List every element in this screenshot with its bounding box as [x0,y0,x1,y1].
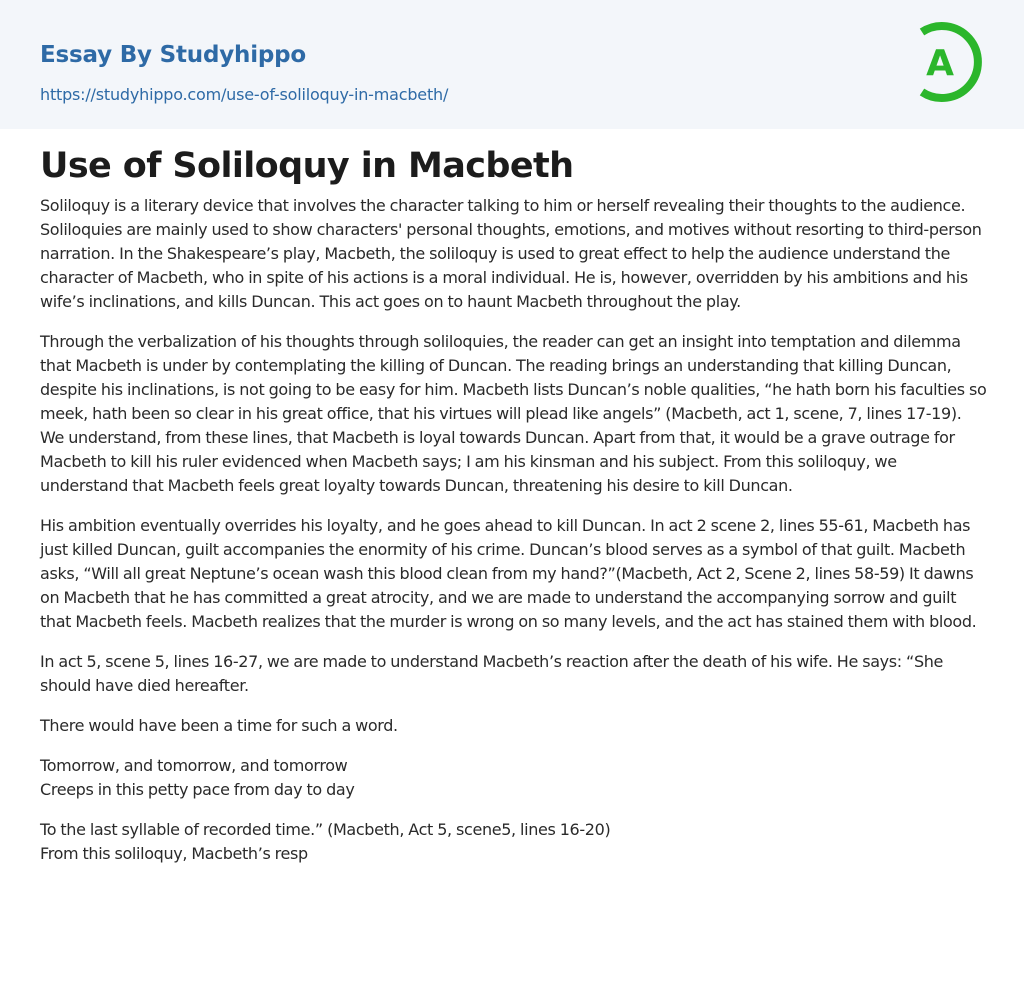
paragraph-3: His ambition eventually overrides his loyalty, and he goes ahead to kill Duncan. In act 2 scene 2, lines 55-61, Macbeth has just killed Duncan, guilt accompanies the enormity of his crime. Duncan’s blood serves as a symbol of that guilt. Macbeth asks, “Will all great Neptune’s ocean wash this blood clean from my hand?”(Macbeth, Act 2, Scene 2, lines 58-59) It dawns on Macbeth that he has committed a great atrocity, and we are made to understand the accompanying sorrow and guilt that Macbeth feels. Macbeth realizes that the murder is wrong on so many levels, and the act has stained them with blood. [40,516,977,631]
verse-line-1: Tomorrow, and tomorrow, and tomorrow [40,756,348,775]
paragraph-5: There would have been a time for such a word. [40,716,398,735]
logo-letter: A [926,43,954,84]
brand-title[interactable]: Essay By Studyhippo [40,42,307,68]
verse-block-2 [40,818,988,866]
verse-block-1 [40,754,988,802]
trailing-text: From this soliloquy, Macbeth’s resp [40,844,308,863]
article-title: Use of Soliloquy in Macbeth [40,146,574,186]
article-url-link[interactable]: https://studyhippo.com/use-of-soliloquy-in-macbeth/ [40,85,449,104]
paragraph-1: Soliloquy is a literary device that involves the character talking to him or herself revealing their thoughts to the audience. Soliloquies are mainly used to show characters' personal thoughts, emotions, and motives without resorting to third-person narration. In the Shakespeare’s play, Macbeth, the soliloquy is used to great effect to help the audience understand the character of Macbeth, who in spite of his actions is a moral individual. He is, however, overridden by his ambitions and his wife’s inclinations, and kills Duncan. This act goes on to haunt Macbeth throughout the play. [40,196,982,311]
verse-line-2: Creeps in this petty pace from day to day [40,780,355,799]
paragraph-4: In act 5, scene 5, lines 16-27, we are made to understand Macbeth’s reaction after the death of his wife. He says: “She should have died hereafter. [40,652,944,695]
verse-line-3: To the last syllable of recorded time.” (Macbeth, Act 5, scene5, lines 16-20) [40,820,611,839]
studyhippo-logo-icon[interactable] [910,18,988,106]
paragraph-2: Through the verbalization of his thoughts through soliloquies, the reader can get an insight into temptation and dilemma that Macbeth is under by contemplating the killing of Duncan. The reading brings an understanding that killing Duncan, despite his inclinations, is not going to be easy for him. Macbeth lists Duncan’s noble qualities, “he hath born his faculties so meek, hath been so clear in his great office, that his virtues will plead like angels” (Macbeth, act 1, scene, 7, lines 17-19). We understand, from these lines, that Macbeth is loyal towards Duncan. Apart from that, it would be a grave outrage for Macbeth to kill his ruler evidenced when Macbeth says; I am his kinsman and his subject. From this soliloquy, we understand that Macbeth feels great loyalty towards Duncan, threatening his desire to kill Duncan. [40,332,987,495]
article-body [40,194,988,866]
site-header [0,0,1024,129]
